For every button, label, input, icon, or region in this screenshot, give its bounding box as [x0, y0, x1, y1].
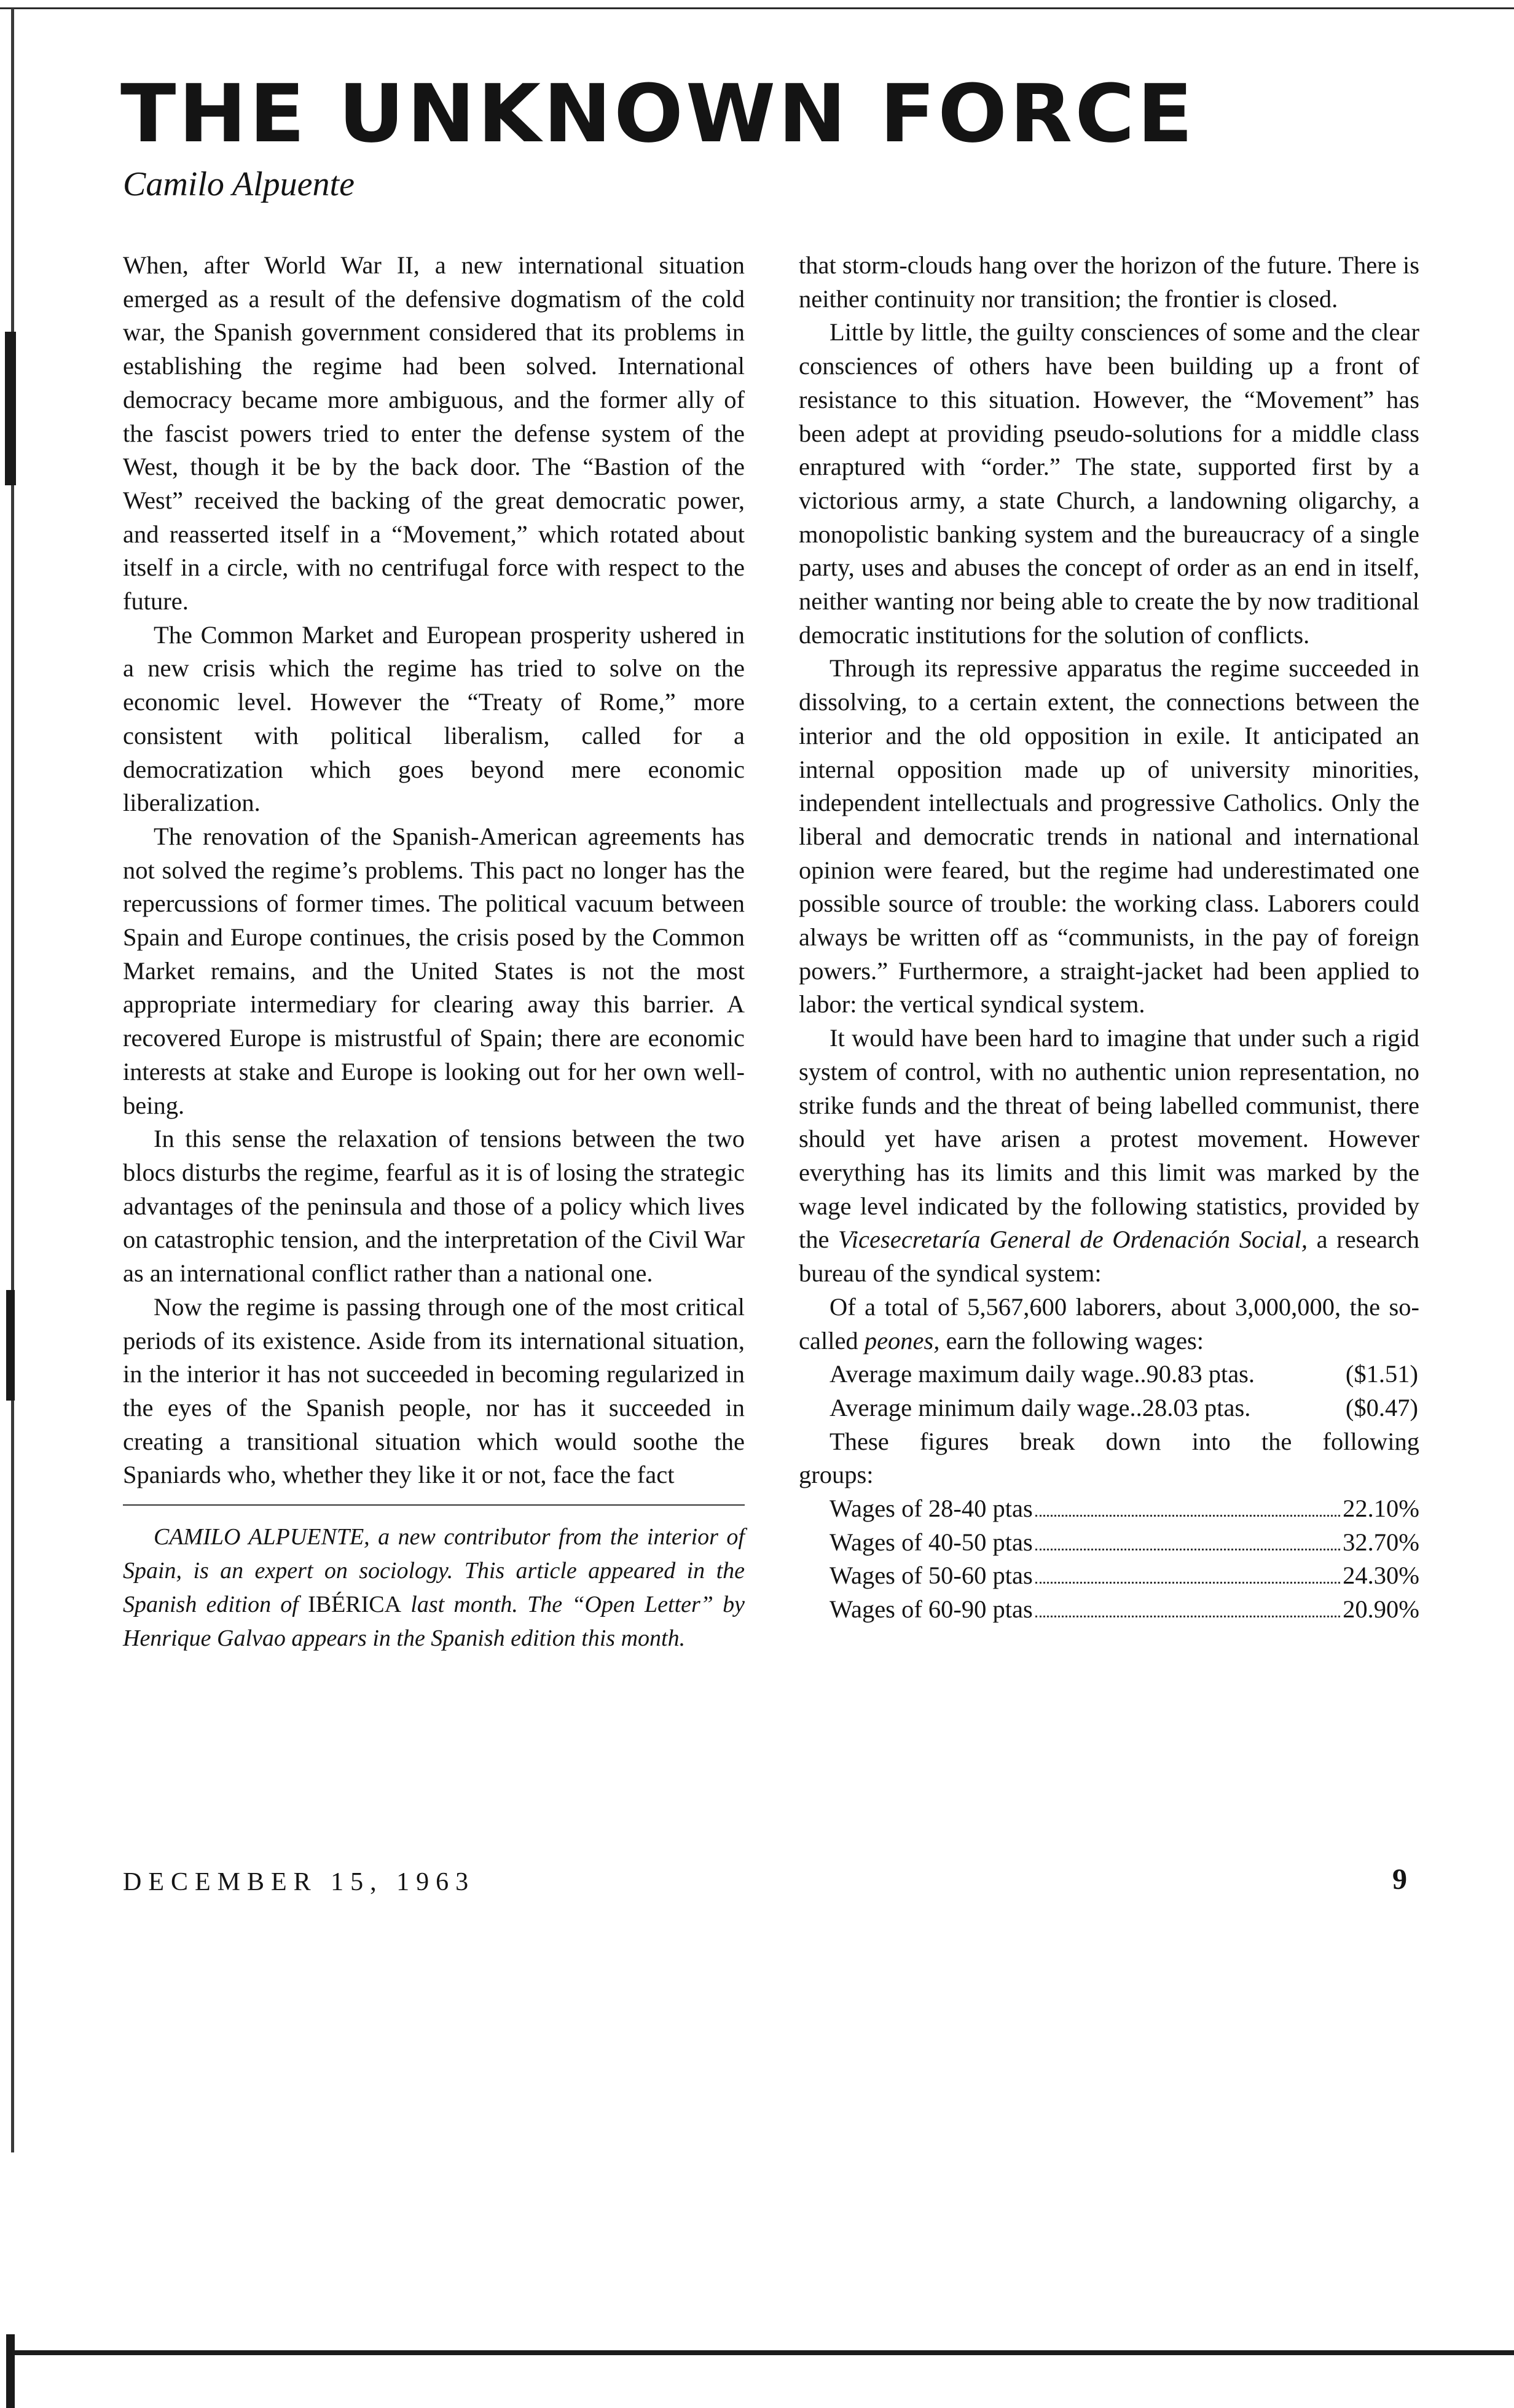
word: into	[1191, 1427, 1231, 1455]
article-author: Camilo Alpuente	[123, 165, 355, 203]
paragraph	[799, 1022, 1419, 1291]
group-label: Wages of 28-40 ptas	[830, 1495, 1033, 1523]
footnote-divider	[123, 1504, 745, 1506]
group-row	[799, 1593, 1419, 1627]
scan-mark	[6, 1290, 15, 1401]
issue-date: DECEMBER 15, 1963	[123, 1868, 476, 1896]
paragraph: In this sense the relaxation of tensions between the two blocs disturbs the regime, fearful as it is of losing the strategic advantages of the peninsula and those of a policy which lives on catastrophic tension, and the interpretation of the Civil War as an international conflict rather than a national one.	[123, 1125, 745, 1288]
group-row	[799, 1492, 1419, 1526]
paragraph: Through its repressive apparatus the regime succeeded in dissolving, to a certain extent, the connections between the interior and the old opposition in exile. It anticipated an internal opposition made up of university minorities, independent intellectuals and progressive Catholics. Only the liberal and democratic trends in national and international opinion were feared, but the regime had underestimated one possible source of trouble: the working class. Laborers could always be written off as “communists, in the pay of foreign powers.” Furthermore, a straight-jacket had been applied to labor: the vertical syndical system.	[799, 654, 1419, 1018]
paragraph: that storm-clouds hang over the horizon of the future. There is neither continuity nor transition; the frontier is closed.	[799, 251, 1419, 313]
wage-row	[799, 1391, 1419, 1425]
group-label: Wages of 50-60 ptas	[830, 1562, 1033, 1590]
word: down	[1105, 1427, 1161, 1455]
paragraph: Little by little, the guilty consciences of some and the clear consciences of others have been building up a front of resistance to this situation. However, the “Movement” has been adept at providing pseudo-solutions for a middle class enraptured with “order.” The state, supported first by a victorious army, a state Church, a landowning oligarchy, a monopolistic banking system and the bureaucracy of a single party, uses and abuses the concept of order as an end in itself, neither wanting nor being able to create the by now traditional democratic institutions for the solution of conflicts.	[799, 318, 1419, 649]
group-label: Wages of 60-90 ptas	[830, 1595, 1033, 1624]
breakdown-intro-end: groups:	[799, 1461, 874, 1489]
paragraph: When, after World War II, a new international situation emerged as a result of the defensive dogmatism of the cold war, the Spanish government considered that its problems in establishing the regime had been solved. International democracy became more ambiguous, and the former ally of the fascist powers tried to enter the defense system of the West, though it be by the back door. The “Bastion of the West” received the backing of the great democratic power, and reasserted itself in a “Movement,” which rotated about itself in a circle, with no centrifugal force with respect to the future.	[123, 251, 745, 616]
scan-edge-left	[11, 9, 14, 2152]
group-value: 32.70%	[1343, 1528, 1419, 1556]
wage-label: Average maximum daily wage..90.83 ptas.	[830, 1360, 1255, 1388]
paragraph-text: a research bureau of the syndical system:	[799, 1226, 1419, 1288]
group-value: 24.30%	[1343, 1562, 1419, 1590]
paragraph-text: It would have been hard to imagine that under such a rigid system of control, with no authentic union representation, no strike funds and the threat of being labelled communist, there should yet have arisen a protest movement. However everything has its limits and this limit was marked by the wage level indicated by the following statistics, provided by the	[799, 1024, 1419, 1254]
footnote-publication: IBÉRICA	[308, 1592, 402, 1618]
leader-dots	[1035, 1549, 1340, 1550]
paragraph: The renovation of the Spanish-American agreements has not solved the regime’s problems. This pact no longer has the repercussions of former times. The political vacuum between Spain and Europe continues, the crisis posed by the Common Market remains, and the United States is not the most appropriate intermediary for clearing away this barrier. A recovered Europe is mistrustful of Spain; there are economic interests at stake and Europe is looking out for her own well-being.	[123, 822, 745, 1119]
group-row	[799, 1526, 1419, 1560]
footnote-text: CAMILO ALPUENTE, a new contributor from the interior of Spain, is an expert on sociology. This article appeared in the Spanish edition of	[123, 1524, 745, 1618]
breakdown-intro	[799, 1425, 1419, 1459]
article-title: THE UNKNOWN FORCE	[120, 67, 1196, 160]
word: the	[1261, 1427, 1292, 1455]
source-name: Vicesecretaría General de Ordenación Social,	[838, 1226, 1308, 1254]
word: These	[830, 1427, 889, 1455]
wage-label: Average minimum daily wage..28.03 ptas.	[830, 1393, 1251, 1421]
paragraph: Now the regime is passing through one of the most critical periods of its existence. Aside from its international situation, in the interior it has not succeeded in becoming regularized in the eyes of the Spanish people, nor has it succeeded in creating a transitional situation which would soothe the Spaniards who, whether they like it or not, face the fact	[123, 1292, 745, 1489]
scan-edge-top	[0, 7, 1514, 9]
word: figures	[919, 1427, 989, 1455]
group-value: 22.10%	[1343, 1495, 1419, 1523]
leader-dots	[1035, 1582, 1340, 1584]
word: following	[1322, 1427, 1419, 1455]
group-label: Wages of 40-50 ptas	[830, 1528, 1033, 1556]
paragraph	[799, 1291, 1419, 1358]
group-value: 20.90%	[1343, 1595, 1419, 1624]
footnote-text: last month. The “Open Letter” by Henrique Galvao appears in the Spanish edition this month.	[123, 1592, 745, 1652]
wage-row	[799, 1358, 1419, 1391]
right-column	[799, 249, 1419, 1627]
paragraph: The Common Market and European prosperity ushered in a new crisis which the regime has tried to solve on the economic level. However the “Treaty of Rome,” more consistent with political liberalism, called for a democratization which goes beyond mere economic liberalization.	[123, 620, 745, 817]
term-peones: peones,	[864, 1326, 940, 1354]
scan-edge-bottom	[12, 2350, 1514, 2355]
wage-value: ($1.51)	[1345, 1360, 1418, 1388]
scan-mark	[5, 332, 16, 485]
paragraph-text: Of a total of 5,567,600 laborers, about 3,000,000, the so-called	[799, 1292, 1419, 1354]
page-number: 9	[1392, 1863, 1407, 1896]
word: break	[1019, 1427, 1075, 1455]
author-footnote	[123, 1520, 745, 1656]
paragraph-text: earn the following wages:	[939, 1326, 1204, 1354]
wage-value: ($0.47)	[1345, 1393, 1418, 1421]
left-column	[123, 249, 745, 1656]
leader-dots	[1035, 1515, 1340, 1517]
leader-dots	[1035, 1616, 1340, 1617]
group-row	[799, 1559, 1419, 1593]
scan-mark	[6, 2334, 15, 2408]
